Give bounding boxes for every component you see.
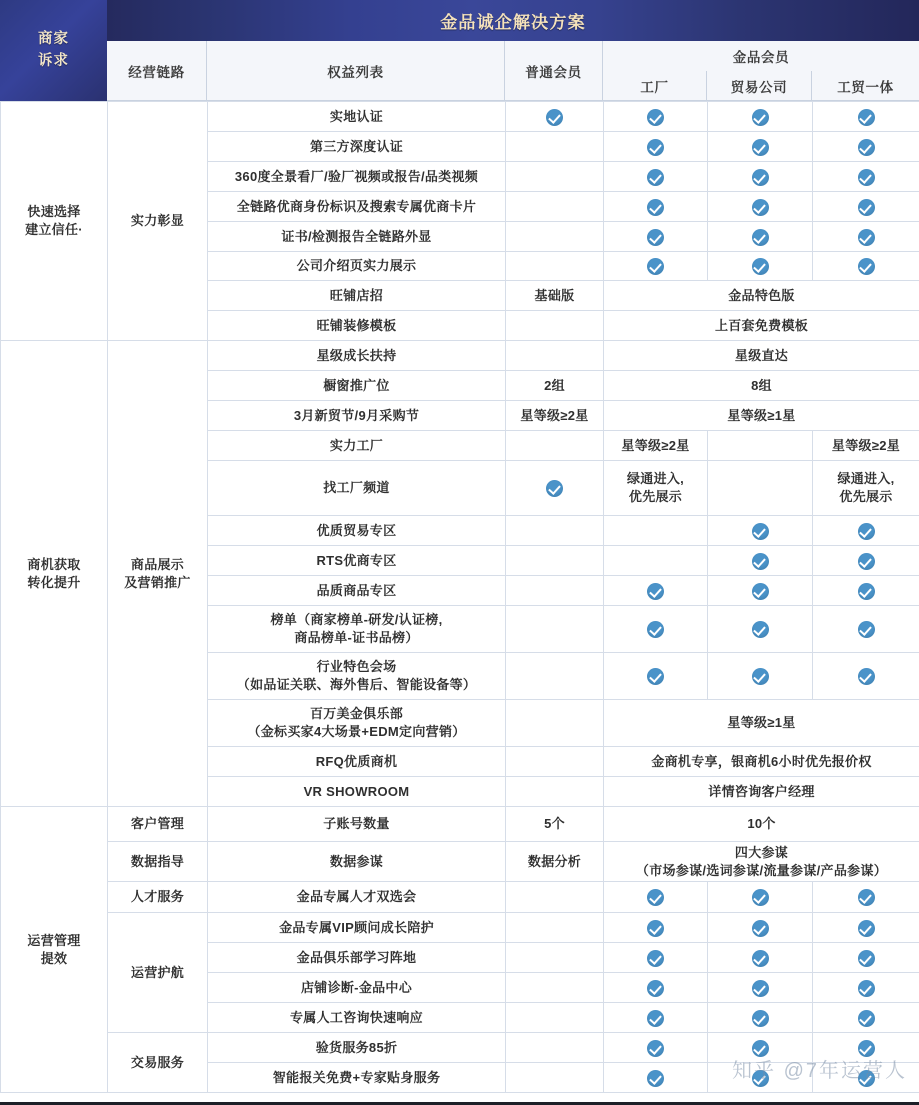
value-combined: 绿通进入, 优先展示 — [813, 461, 919, 516]
value-factory — [604, 1003, 708, 1033]
check-icon — [647, 199, 664, 216]
value-factory — [604, 973, 708, 1003]
benefit-item: 找工厂频道 — [208, 461, 506, 516]
value-normal-member — [506, 311, 604, 341]
value-normal-member — [506, 700, 604, 747]
value-combined — [813, 222, 919, 252]
value-normal-member — [506, 606, 604, 653]
check-icon — [858, 980, 875, 997]
benefit-item: 金品俱乐部学习阵地 — [208, 943, 506, 973]
check-icon — [647, 889, 664, 906]
header-combined: 工贸一体 — [812, 71, 919, 101]
value-normal-member: 基础版 — [506, 281, 604, 311]
value-trading — [708, 1033, 813, 1063]
value-factory — [604, 1033, 708, 1063]
table-row — [1, 882, 919, 913]
value-normal-member — [506, 461, 604, 516]
corner-label — [0, 0, 107, 101]
chain-label: 实力彰显 — [108, 102, 208, 341]
value-normal-member — [506, 1063, 604, 1093]
value-factory — [604, 576, 708, 606]
table-row — [1, 341, 919, 371]
header-chain: 经营链路 — [107, 41, 207, 101]
header-normal-member: 普通会员 — [505, 41, 603, 101]
benefit-item: 橱窗推广位 — [208, 371, 506, 401]
value-trading — [708, 606, 813, 653]
value-factory — [604, 102, 708, 132]
benefit-item: 品质商品专区 — [208, 576, 506, 606]
check-icon — [858, 889, 875, 906]
benefit-item: VR SHOWROOM — [208, 777, 506, 807]
value-combined — [813, 1063, 919, 1093]
check-icon — [647, 920, 664, 937]
value-factory — [604, 252, 708, 281]
section-label: 商机获取 转化提升 — [1, 341, 108, 807]
value-trading — [708, 882, 813, 913]
check-icon — [858, 553, 875, 570]
check-icon — [858, 169, 875, 186]
check-icon — [647, 229, 664, 246]
benefit-item: 旺铺装修模板 — [208, 311, 506, 341]
check-icon — [752, 553, 769, 570]
value-factory — [604, 162, 708, 192]
value-normal-member — [506, 882, 604, 913]
value-gold-member-merged: 详情咨询客户经理 — [604, 777, 919, 807]
value-combined — [813, 606, 919, 653]
check-icon — [858, 920, 875, 937]
value-combined — [813, 546, 919, 576]
check-icon — [752, 199, 769, 216]
check-icon — [546, 109, 563, 126]
check-icon — [858, 1010, 875, 1027]
value-trading — [708, 516, 813, 546]
check-icon — [752, 980, 769, 997]
page-title: 金品诚企解决方案 — [440, 13, 586, 32]
check-icon — [752, 229, 769, 246]
check-icon — [647, 169, 664, 186]
value-normal-member — [506, 102, 604, 132]
check-icon — [647, 950, 664, 967]
value-trading — [708, 102, 813, 132]
value-gold-member-merged: 8组 — [604, 371, 919, 401]
value-trading — [708, 1003, 813, 1033]
check-icon — [647, 109, 664, 126]
table-row — [1, 807, 919, 842]
check-icon — [858, 668, 875, 685]
value-normal-member — [506, 132, 604, 162]
benefit-item: 实力工厂 — [208, 431, 506, 461]
value-trading — [708, 252, 813, 281]
check-icon — [546, 480, 563, 497]
section-label: 快速选择 建立信任· — [1, 102, 108, 341]
table-row — [1, 842, 919, 882]
check-icon — [858, 1040, 875, 1057]
value-trading — [708, 162, 813, 192]
benefit-item: 店铺诊断-金品中心 — [208, 973, 506, 1003]
title-bar — [107, 0, 919, 41]
value-factory — [604, 606, 708, 653]
check-icon — [752, 583, 769, 600]
benefit-item: 验货服务85折 — [208, 1033, 506, 1063]
header-benefits: 权益列表 — [207, 41, 505, 101]
check-icon — [647, 1010, 664, 1027]
value-normal-member — [506, 973, 604, 1003]
value-normal-member — [506, 222, 604, 252]
value-factory — [604, 192, 708, 222]
check-icon — [647, 980, 664, 997]
value-combined — [813, 252, 919, 281]
check-icon — [647, 139, 664, 156]
chain-label: 商品展示 及营销推广 — [108, 341, 208, 807]
value-trading — [708, 1063, 813, 1093]
benefit-item: 金品专属人才双选会 — [208, 882, 506, 913]
check-icon — [858, 1070, 875, 1087]
check-icon — [647, 621, 664, 638]
section-label: 运营管理 提效 — [1, 807, 108, 1093]
check-icon — [858, 199, 875, 216]
check-icon — [647, 258, 664, 275]
table-row — [1, 1033, 919, 1063]
benefit-item: 星级成长扶持 — [208, 341, 506, 371]
corner-label-line1: 商家 — [38, 31, 69, 48]
value-combined — [813, 653, 919, 700]
value-combined — [813, 943, 919, 973]
check-icon — [858, 229, 875, 246]
value-normal-member — [506, 516, 604, 546]
value-normal-member: 数据分析 — [506, 842, 604, 882]
corner-label-line2: 诉求 — [38, 52, 69, 69]
check-icon — [752, 523, 769, 540]
value-trading — [708, 653, 813, 700]
value-trading — [708, 222, 813, 252]
benefit-item: 榜单（商家榜单-研发/认证榜, 商品榜单-证书品榜） — [208, 606, 506, 653]
value-combined — [813, 1003, 919, 1033]
check-icon — [858, 950, 875, 967]
value-trading — [708, 943, 813, 973]
value-gold-member-merged: 星等级≥1星 — [604, 401, 919, 431]
benefit-item: 金品专属VIP顾问成长陪护 — [208, 913, 506, 943]
value-factory — [604, 516, 708, 546]
value-combined — [813, 102, 919, 132]
value-gold-member-merged: 星等级≥1星 — [604, 700, 919, 747]
check-icon — [752, 109, 769, 126]
value-trading — [708, 576, 813, 606]
benefit-item: 证书/检测报告全链路外显 — [208, 222, 506, 252]
header-gold-member: 金品会员 — [603, 41, 919, 71]
benefit-item: RFQ优质商机 — [208, 747, 506, 777]
value-combined — [813, 913, 919, 943]
benefit-item: 全链路优商身份标识及搜索专属优商卡片 — [208, 192, 506, 222]
benefits-table — [0, 101, 919, 1093]
value-normal-member — [506, 252, 604, 281]
value-factory — [604, 882, 708, 913]
check-icon — [647, 583, 664, 600]
value-factory: 绿通进入, 优先展示 — [604, 461, 708, 516]
header-trading: 贸易公司 — [707, 71, 812, 101]
value-factory — [604, 546, 708, 576]
check-icon — [858, 109, 875, 126]
value-combined — [813, 132, 919, 162]
value-gold-member-merged: 金商机专享，银商机6小时优先报价权 — [604, 747, 919, 777]
check-icon — [858, 523, 875, 540]
value-combined — [813, 516, 919, 546]
value-factory — [604, 1063, 708, 1093]
check-icon — [858, 139, 875, 156]
value-trading — [708, 913, 813, 943]
check-icon — [752, 1010, 769, 1027]
check-icon — [752, 621, 769, 638]
table-row — [1, 913, 919, 943]
value-normal-member — [506, 576, 604, 606]
value-combined — [813, 882, 919, 913]
value-trading — [708, 431, 813, 461]
table-header — [107, 41, 919, 101]
benefit-item: 3月新贸节/9月采购节 — [208, 401, 506, 431]
value-factory: 星等级≥2星 — [604, 431, 708, 461]
value-factory — [604, 132, 708, 162]
value-gold-member-merged: 四大参谋 （市场参谋/选词参谋/流量参谋/产品参谋） — [604, 842, 919, 882]
check-icon — [647, 668, 664, 685]
benefit-item: 数据参谋 — [208, 842, 506, 882]
value-factory — [604, 943, 708, 973]
benefit-item: 公司介绍页实力展示 — [208, 252, 506, 281]
check-icon — [647, 1040, 664, 1057]
value-normal-member — [506, 943, 604, 973]
check-icon — [752, 920, 769, 937]
benefit-item: 第三方深度认证 — [208, 132, 506, 162]
value-trading — [708, 192, 813, 222]
value-gold-member-merged: 星级直达 — [604, 341, 919, 371]
value-normal-member — [506, 913, 604, 943]
check-icon — [752, 1070, 769, 1087]
value-normal-member — [506, 162, 604, 192]
watermark: 知乎 @7年运营人 — [732, 1060, 907, 1082]
benefit-item: 专属人工咨询快速响应 — [208, 1003, 506, 1033]
check-icon — [752, 668, 769, 685]
value-normal-member: 星等级≥2星 — [506, 401, 604, 431]
value-normal-member: 5个 — [506, 807, 604, 842]
check-icon — [647, 1070, 664, 1087]
value-normal-member — [506, 1033, 604, 1063]
check-icon — [752, 258, 769, 275]
chain-label: 数据指导 — [108, 842, 208, 882]
chain-label: 运营护航 — [108, 913, 208, 1033]
benefit-item: 百万美金俱乐部 （金标买家4大场景+EDM定向营销） — [208, 700, 506, 747]
check-icon — [752, 950, 769, 967]
value-factory — [604, 653, 708, 700]
value-gold-member-merged: 上百套免费模板 — [604, 311, 919, 341]
value-trading — [708, 973, 813, 1003]
benefit-item: 360度全景看厂/验厂视频或报告/品类视频 — [208, 162, 506, 192]
check-icon — [752, 139, 769, 156]
value-normal-member — [506, 777, 604, 807]
check-icon — [752, 169, 769, 186]
value-combined — [813, 1033, 919, 1063]
benefit-item: 智能报关免费+专家贴身服务 — [208, 1063, 506, 1093]
benefit-item: 行业特色会场 （如品证关联、海外售后、智能设备等） — [208, 653, 506, 700]
check-icon — [858, 583, 875, 600]
chain-label: 人才服务 — [108, 882, 208, 913]
header-factory: 工厂 — [603, 71, 707, 101]
benefit-item: 实地认证 — [208, 102, 506, 132]
value-normal-member — [506, 192, 604, 222]
chain-label: 客户管理 — [108, 807, 208, 842]
value-normal-member — [506, 1003, 604, 1033]
check-icon — [752, 1040, 769, 1057]
value-trading — [708, 132, 813, 162]
chain-label: 交易服务 — [108, 1033, 208, 1093]
benefit-item: 旺铺店招 — [208, 281, 506, 311]
benefit-item: 子账号数量 — [208, 807, 506, 842]
value-normal-member: 2组 — [506, 371, 604, 401]
check-icon — [752, 889, 769, 906]
value-normal-member — [506, 653, 604, 700]
value-factory — [604, 913, 708, 943]
value-factory — [604, 222, 708, 252]
table-body — [1, 102, 919, 1093]
value-trading — [708, 461, 813, 516]
value-normal-member — [506, 431, 604, 461]
value-combined: 星等级≥2星 — [813, 431, 919, 461]
value-normal-member — [506, 546, 604, 576]
value-combined — [813, 192, 919, 222]
value-trading — [708, 546, 813, 576]
value-combined — [813, 576, 919, 606]
value-gold-member-merged: 金品特色版 — [604, 281, 919, 311]
value-gold-member-merged: 10个 — [604, 807, 919, 842]
benefit-item: RTS优商专区 — [208, 546, 506, 576]
check-icon — [858, 621, 875, 638]
table-row — [1, 102, 919, 132]
value-combined — [813, 973, 919, 1003]
value-combined — [813, 162, 919, 192]
benefit-item: 优质贸易专区 — [208, 516, 506, 546]
check-icon — [858, 258, 875, 275]
value-normal-member — [506, 747, 604, 777]
value-normal-member — [506, 341, 604, 371]
